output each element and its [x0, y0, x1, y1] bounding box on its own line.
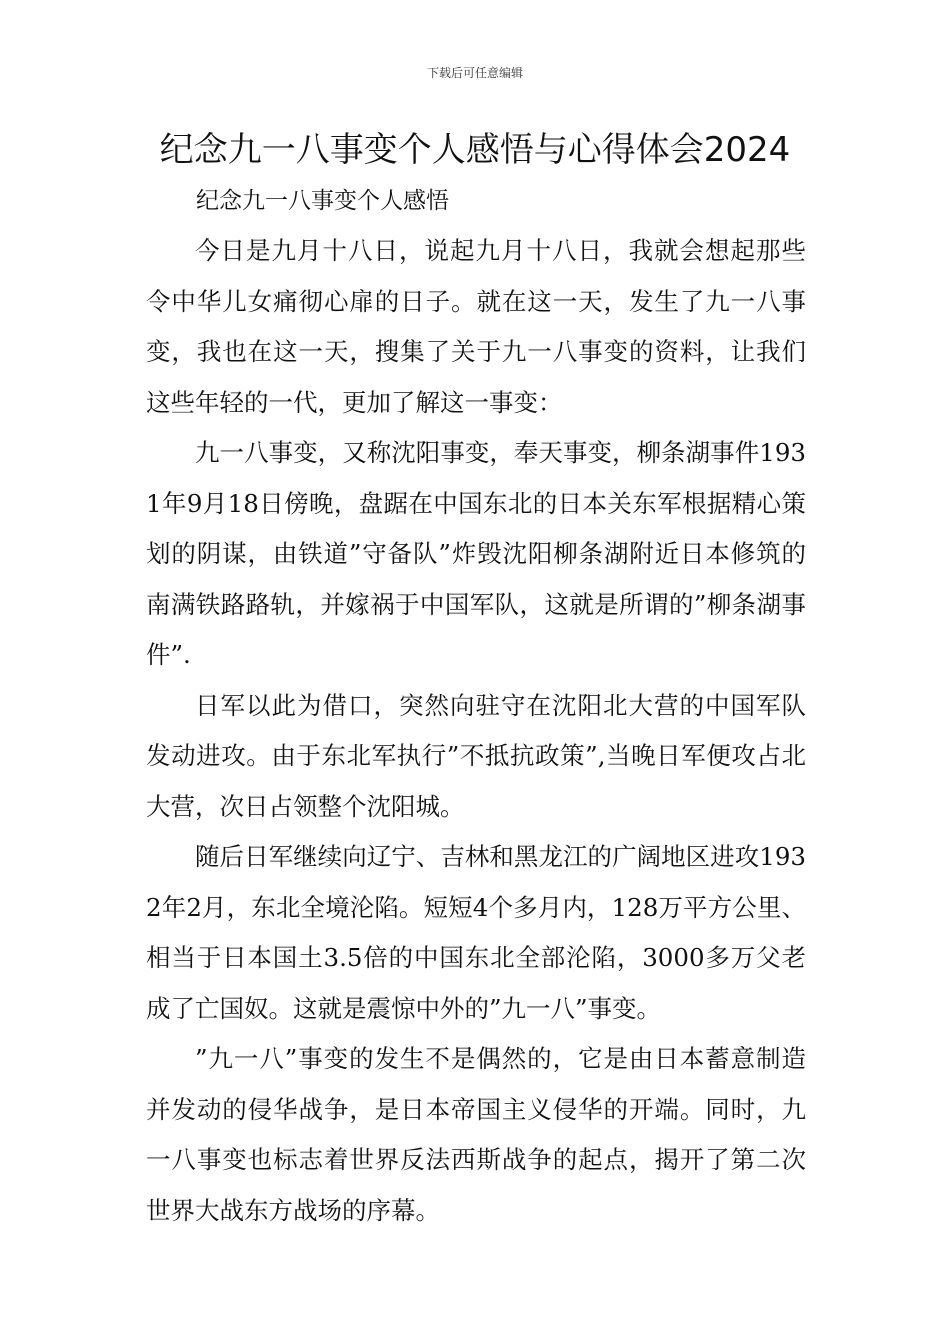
paragraph: 九一八事变，又称沈阳事变，奉天事变，柳条湖事件1931年9月18日傍晚，盘踞在中国东北的日本关东军根据精心策划的阴谋，由铁道”守备队”炸毁沈阳柳条湖附近日本修筑的南满铁路路轨，并嫁祸于中国军队，这就是所谓的”柳条湖事件”. — [146, 438, 806, 669]
document-title: 纪念九一八事变个人感悟与心得体会2024 — [159, 130, 791, 170]
paragraph: ”九一八”事变的发生不是偶然的，它是由日本蓄意制造并发动的侵华战争，是日本帝国主义侵华的开端。同时，九一八事变也标志着世界反法西斯战争的起点，揭开了第二次世界大战东方战场的序幕。 — [146, 1044, 806, 1225]
paragraph: 日军以此为借口，突然向驻守在沈阳北大营的中国军队发动进攻。由于东北军执行”不抵抗政策”,当晚日军便攻占北大营，次日占领整个沈阳城。 — [146, 690, 806, 821]
paragraph: 今日是九月十八日，说起九月十八日，我就会想起那些令中华儿女痛彻心扉的日子。就在这一天，发生了九一八事变，我也在这一天，搜集了关于九一八事变的资料，让我们这些年轻的一代，更加了解这一事变： — [146, 236, 806, 417]
paragraph: 随后日军继续向辽宁、吉林和黑龙江的广阔地区进攻1932年2月，东北全境沦陷。短短4个多月内，128万平方公里、相当于日本国土3.5倍的中国东北全部沦陷，3000多万父老成了亡国奴。这就是震惊中外的”九一八”事变。 — [146, 842, 806, 1023]
document-body — [146, 226, 806, 1236]
document-subtitle: 纪念九一八事变个人感悟 — [196, 188, 449, 214]
header-note: 下载后可任意编辑 — [426, 66, 523, 80]
